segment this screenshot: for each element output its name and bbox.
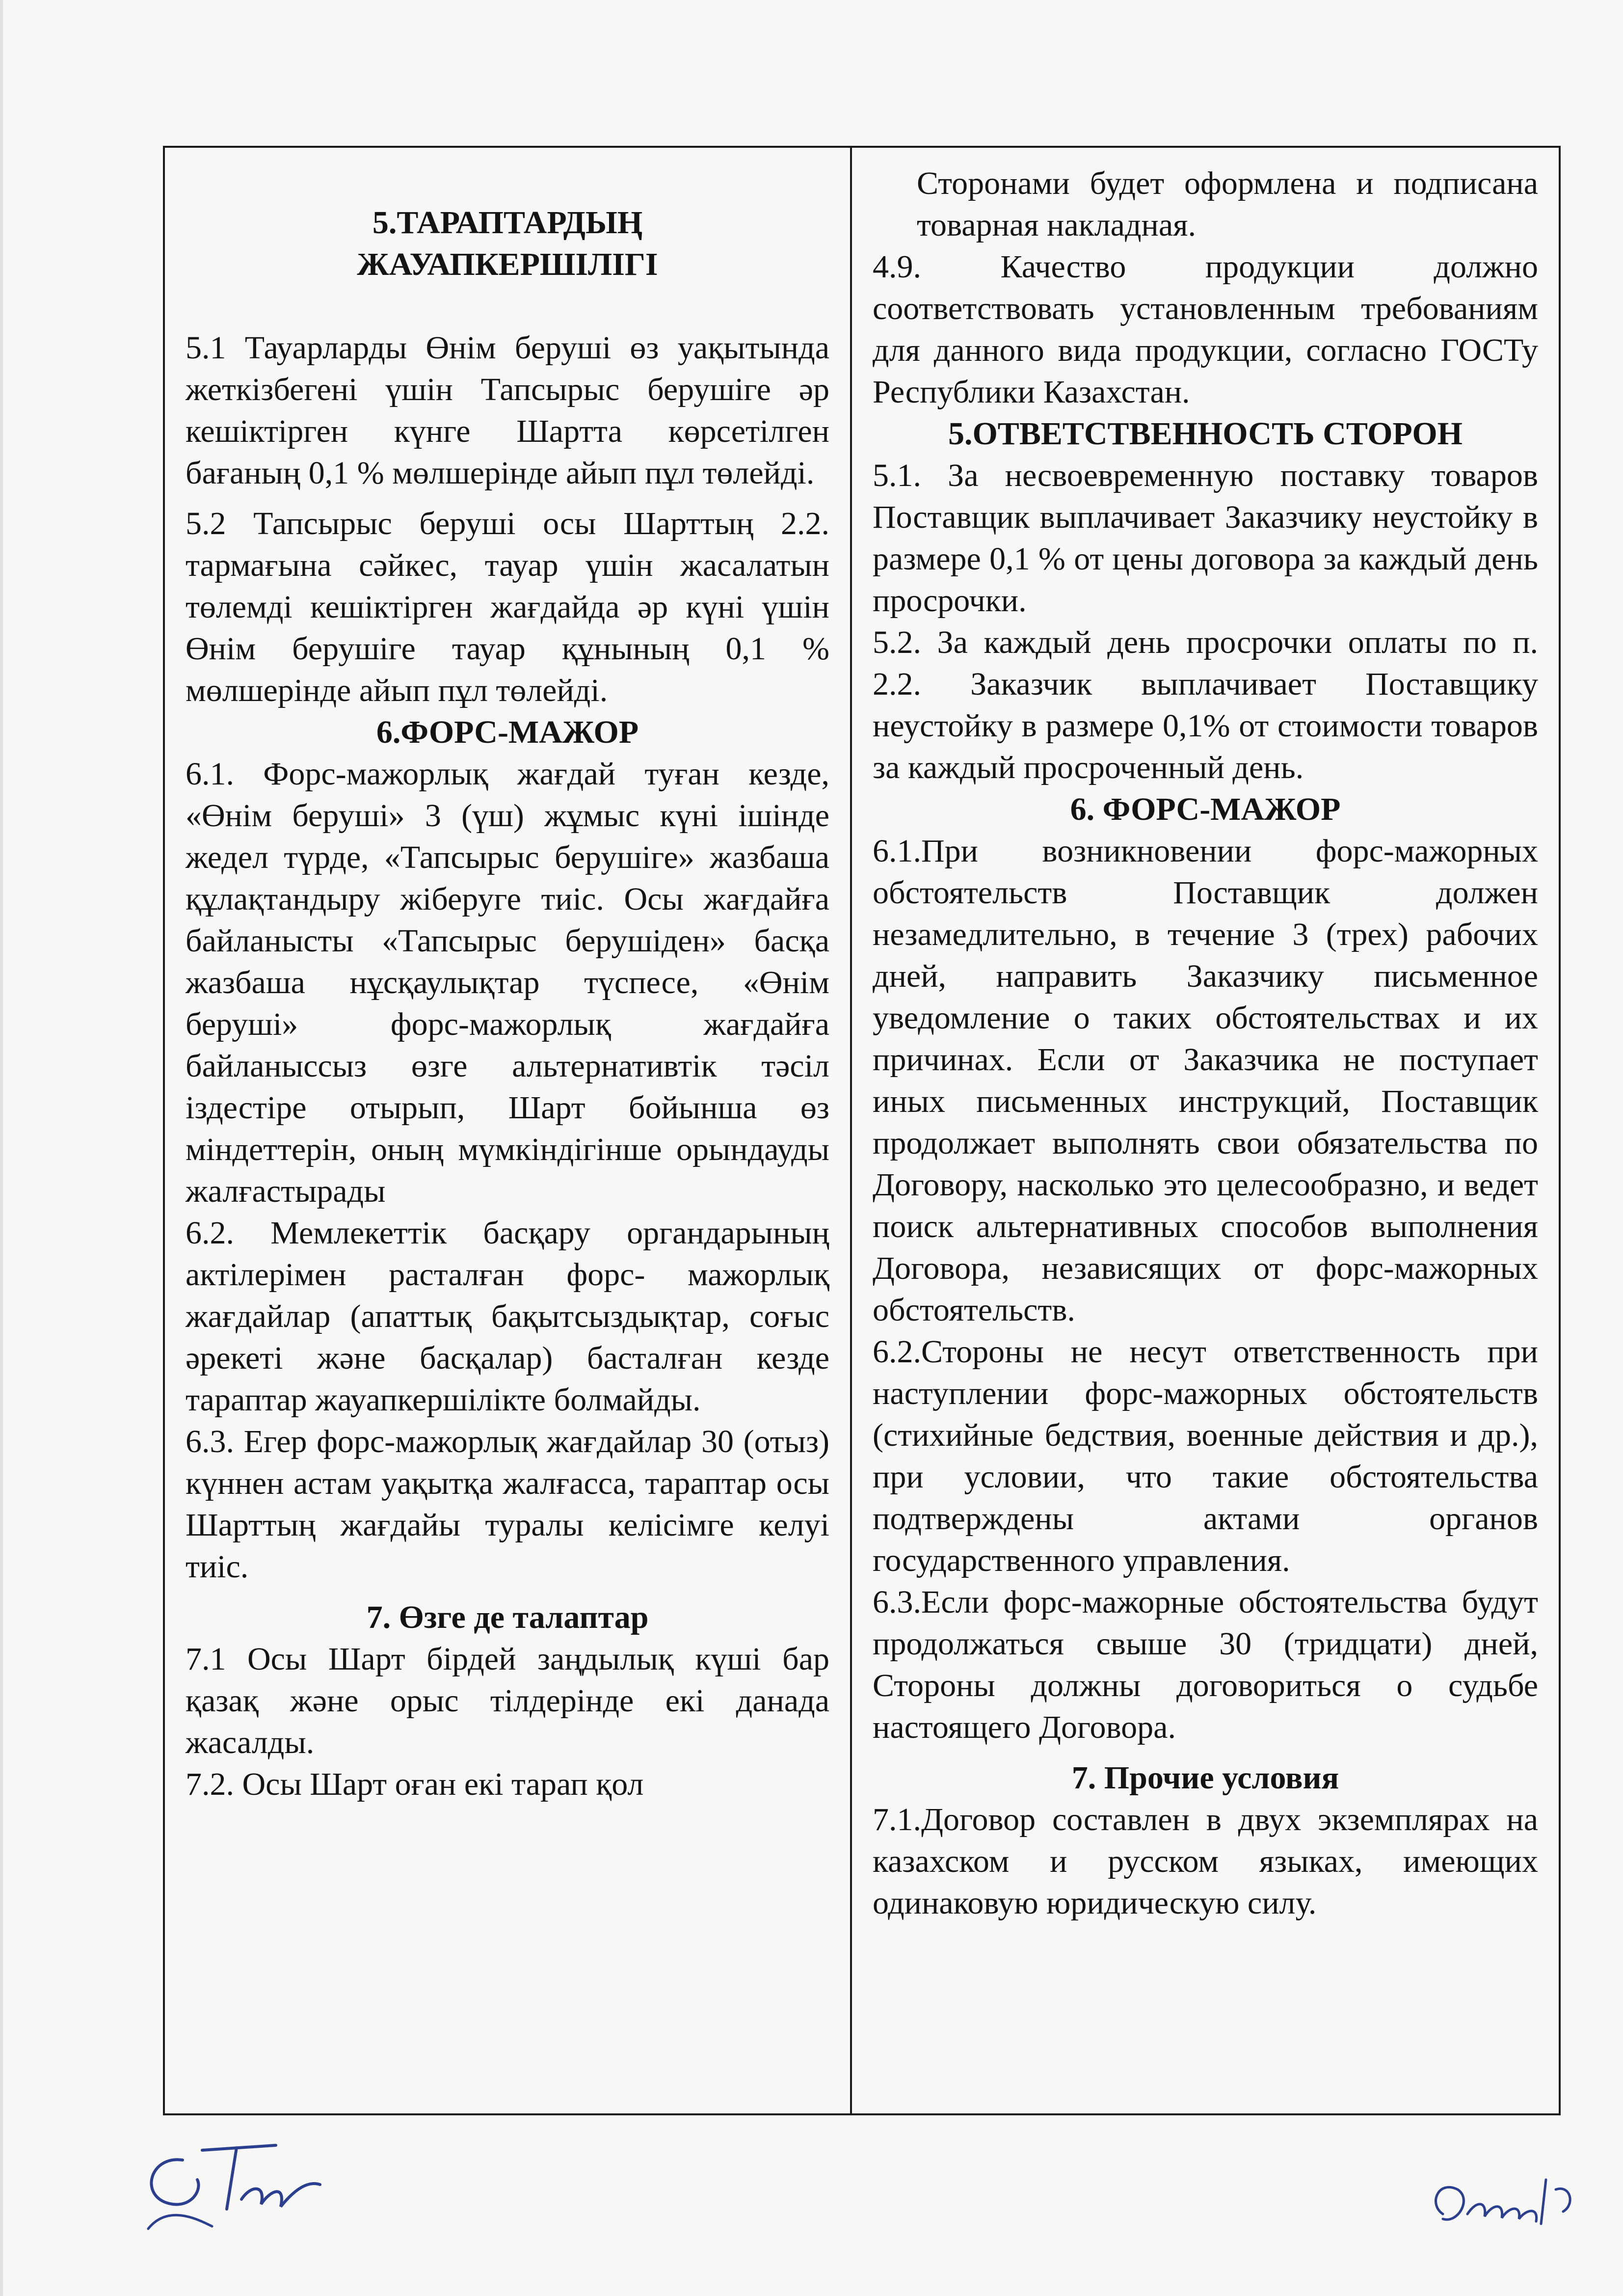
ru-section7-title: 7. Прочие условия bbox=[1071, 1760, 1339, 1796]
kz-clause-6-1: 6.1. Форс-мажорлық жағдай туған кезде, «Өнім беруші» 3 (үш) жұмыс күні ішінде жедел түрде, «Тапсырыс берушіге» жазбаша құлақтандыру жіберуге тиіс. Осы жағдайға байланысты «Тапсырыс берушіден» басқа жазбаша нұсқаулықтар түспесе, «Өнім беруші» форс-мажорлық жағдайға байланыссыз өзге альтернативтік тәсіл іздестіре отырып, Шарт бойынша өз міндеттерін, оның мүмкіндігінше орындауды жалғастырады bbox=[186, 756, 829, 1209]
kz-clause-6-2: 6.2. Мемлекеттік басқару органдарының актілерімен расталған форс- мажорлық жағдайлар (апаттық бақытсыздықтар, соғыс әрекеті және басқалар) басталған кезде тараптар жауапкершілікте болмайды. bbox=[186, 1215, 829, 1418]
ru-clause-6-1: 6.1.При возникновении форс-мажорных обстоятельств Поставщик должен незамедлительно, в течение 3 (трех) рабочих дней, направить Заказчику письменное уведомление о таких обстоятельствах и их причинах. Если от Заказчика не поступает иных письменных инструкций, Поставщик продолжает выполнять свои обязательства по Договору, насколько это целесообразно, и ведет поиск альтернативных способов выполнения Договора, независящих от форс-мажорных обстоятельств. bbox=[873, 833, 1538, 1328]
kz-clause-5-1: 5.1 Тауарларды Өнім беруші өз уақытында жеткізбегені үшін Тапсырыс берушіге әр кешіктірген күнге Шартта көрсетілген бағаның 0,1 % мөлшерінде айып пұл төлейді. bbox=[186, 330, 829, 491]
ru-clause-6-2: 6.2.Стороны не несут ответственность при наступлении форс-мажорных обстоятельств (стихийные бедствия, военные действия и др.), при условии, что такие обстоятельства подтверждены актами органов государственного управления. bbox=[873, 1334, 1538, 1578]
kazakh-column bbox=[165, 148, 852, 2113]
ru-clause-5-2: 5.2. За каждый день просрочки оплаты по п. 2.2. Заказчик выплачивает Поставщику неустойку в размере 0,1% от стоимости товаров за каждый просроченный день. bbox=[873, 624, 1538, 785]
ru-clause-7-1: 7.1.Договор составлен в двух экземплярах на казахском и русском языках, имеющих одинаковую юридическую силу. bbox=[873, 1802, 1538, 1921]
kz-clause-5-2: 5.2 Тапсырыс беруші осы Шарттың 2.2. тармағына сәйкес, тауар үшін жасалатын төлемді кешіктірген жағдайда әр күні үшін Өнім берушіге тауар құнының 0,1 % мөлшерінде айып пұл төлейді. bbox=[186, 506, 829, 708]
ru-section6-title: 6. ФОРС-МАЖОР bbox=[1070, 791, 1341, 827]
kz-section5-title-line1: 5.ТАРАПТАРДЫҢ bbox=[372, 205, 643, 241]
ru-clause-4-9: 4.9. Качество продукции должно соответствовать установленным требованиям для данного вида продукции, согласно ГОСТу Республики Казахстан. bbox=[873, 249, 1538, 410]
signature-left bbox=[129, 2126, 335, 2239]
kz-section7-title: 7. Өзге де талаптар bbox=[366, 1599, 649, 1635]
contract-table bbox=[163, 146, 1561, 2115]
russian-column bbox=[852, 148, 1559, 2113]
ru-clause-5-1: 5.1. За несвоевременную поставку товаров Поставщик выплачивает Заказчику неустойку в размере 0,1 % от цены договора за каждый день просрочки. bbox=[873, 458, 1538, 619]
kz-clause-7-1: 7.1 Осы Шарт бірдей заңдылық күші бар қазақ және орыс тілдерінде екі данада жасалды. bbox=[186, 1641, 829, 1760]
kz-clause-7-2: 7.2. Осы Шарт оған екі тарап қол bbox=[186, 1766, 644, 1802]
ru-section5-title: 5.ОТВЕТСТВЕННОСТЬ СТОРОН bbox=[948, 416, 1463, 452]
signature-right bbox=[1423, 2160, 1585, 2243]
ru-carry-over-text: Сторонами будет оформлена и подписана товарная накладная. bbox=[917, 165, 1538, 243]
kz-section5-title-line2: ЖАУАПКЕРШІЛІГІ bbox=[357, 246, 658, 282]
kz-section6-title: 6.ФОРС-МАЖОР bbox=[376, 714, 639, 750]
kz-clause-6-3: 6.3. Егер форс-мажорлық жағдайлар 30 (отыз) күннен астам уақытқа жалғасса, тараптар осы Шарттың жағдайы туралы келісімге келуі тиіс. bbox=[186, 1424, 829, 1585]
ru-clause-6-3: 6.3.Если форс-мажорные обстоятельства будут продолжаться свыше 30 (тридцати) дней, Стороны должны договориться о судьбе настоящего Договора. bbox=[873, 1584, 1538, 1745]
